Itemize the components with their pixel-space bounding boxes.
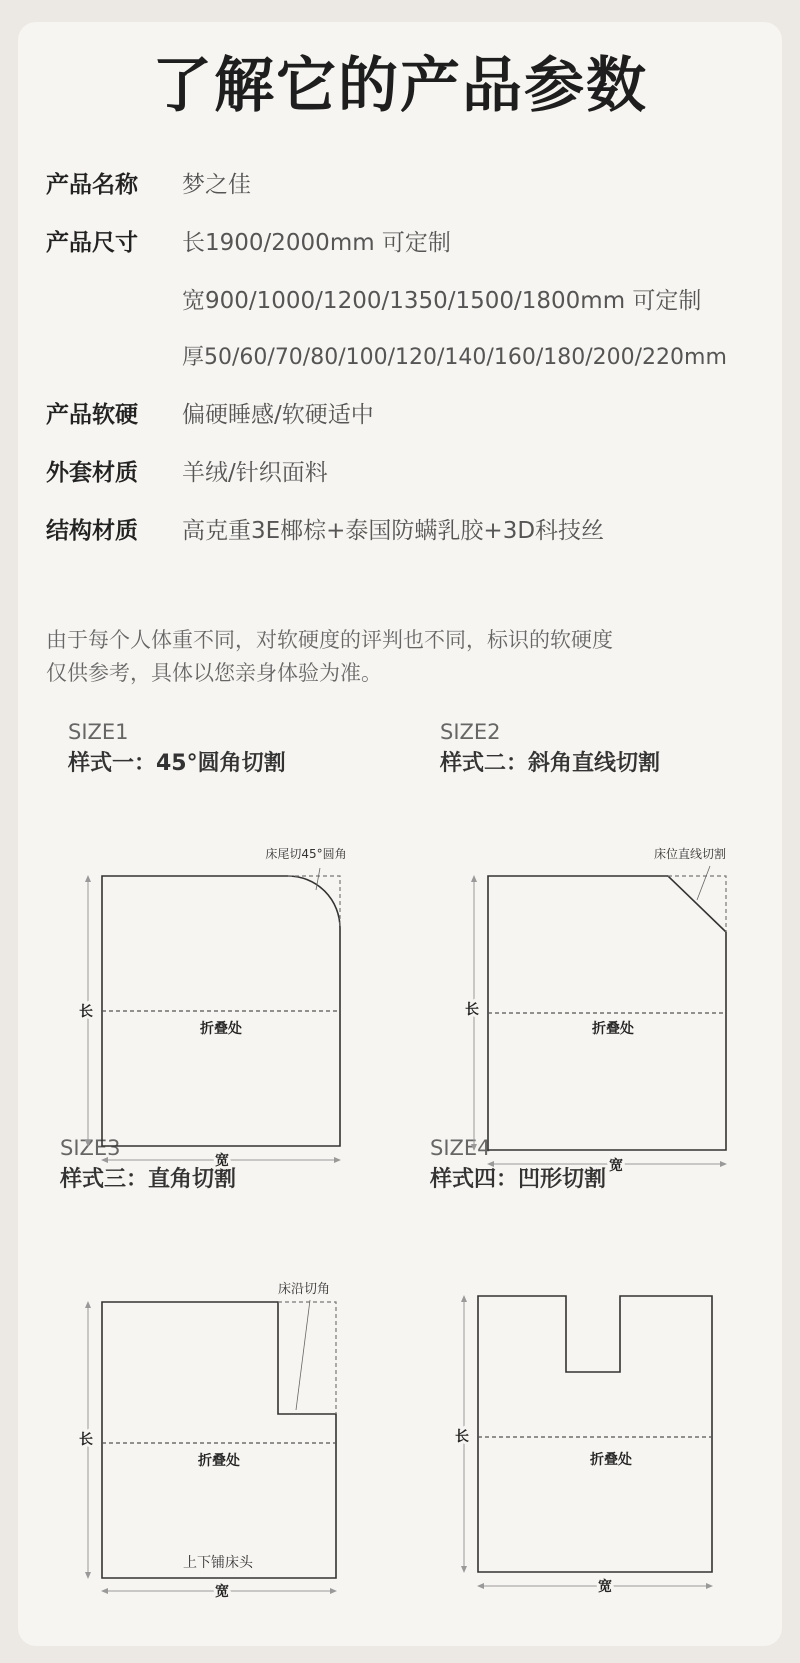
param-label: 外套材质 [46, 460, 138, 486]
width-label: 宽 [598, 1579, 612, 1595]
corner-note: 床位直线切割 [653, 847, 727, 861]
fold-label: 折叠处 [590, 1452, 632, 1468]
diagram-3 [79, 1281, 336, 1600]
param-value-width: 宽900/1000/1200/1350/1500/1800mm 可定制 [182, 288, 702, 314]
length-label: 长 [79, 1004, 93, 1020]
cut-corner-guide [278, 1302, 336, 1414]
length-label: 长 [79, 1432, 93, 1448]
param-value-thickness: 厚50/60/70/80/100/120/140/160/180/200/220mm [182, 345, 727, 370]
diagram-1 [79, 846, 347, 1169]
corner-note: 床尾切45°圆角 [265, 847, 347, 861]
style-label: 样式一：45°圆角切割 [68, 751, 286, 776]
cut-corner-guide [288, 876, 340, 928]
style-label: 样式四：凹形切割 [430, 1167, 607, 1192]
param-value: 高克重3E椰棕+泰国防螨乳胶+3D科技丝 [182, 518, 605, 544]
size-label: SIZE4 [430, 1136, 491, 1160]
width-label: 宽 [215, 1153, 229, 1169]
param-value: 偏硬睡感/软硬适中 [182, 402, 374, 428]
fold-label: 折叠处 [200, 1021, 242, 1037]
size-label: SIZE2 [440, 720, 501, 744]
fold-label: 折叠处 [198, 1453, 240, 1469]
width-label: 宽 [215, 1584, 229, 1600]
diagram-2 [465, 846, 726, 1174]
size-label: SIZE1 [68, 720, 129, 744]
mattress-outline [102, 1302, 336, 1578]
param-label: 产品软硬 [46, 402, 138, 428]
size-label: SIZE3 [60, 1136, 121, 1160]
param-label: 产品名称 [46, 172, 138, 198]
diagram-4 [455, 1296, 712, 1595]
style-label: 样式三：直角切割 [60, 1167, 237, 1192]
param-label: 结构材质 [46, 518, 138, 544]
fold-label: 折叠处 [592, 1021, 634, 1037]
param-value-length: 长1900/2000mm 可定制 [182, 230, 451, 256]
mattress-outline [478, 1296, 712, 1572]
length-label: 长 [465, 1002, 479, 1018]
page-title: 了解它的产品参数 [152, 51, 648, 121]
corner-pointer [697, 866, 710, 900]
note-line: 由于每个人体重不同，对软硬度的评判也不同，标识的软硬度 [46, 628, 613, 652]
param-label: 产品尺寸 [46, 230, 138, 256]
length-label: 长 [455, 1429, 469, 1445]
corner-pointer [296, 1300, 310, 1410]
corner-note: 床沿切角 [277, 1282, 331, 1297]
param-value: 梦之佳 [182, 172, 251, 198]
note-line: 仅供参考，具体以您亲身体验为准。 [46, 661, 382, 685]
bunk-head-note: 上下铺床头 [183, 1555, 253, 1571]
param-value: 羊绒/针织面料 [182, 460, 328, 486]
style-label: 样式二：斜角直线切割 [440, 751, 661, 776]
width-label: 宽 [609, 1158, 623, 1174]
